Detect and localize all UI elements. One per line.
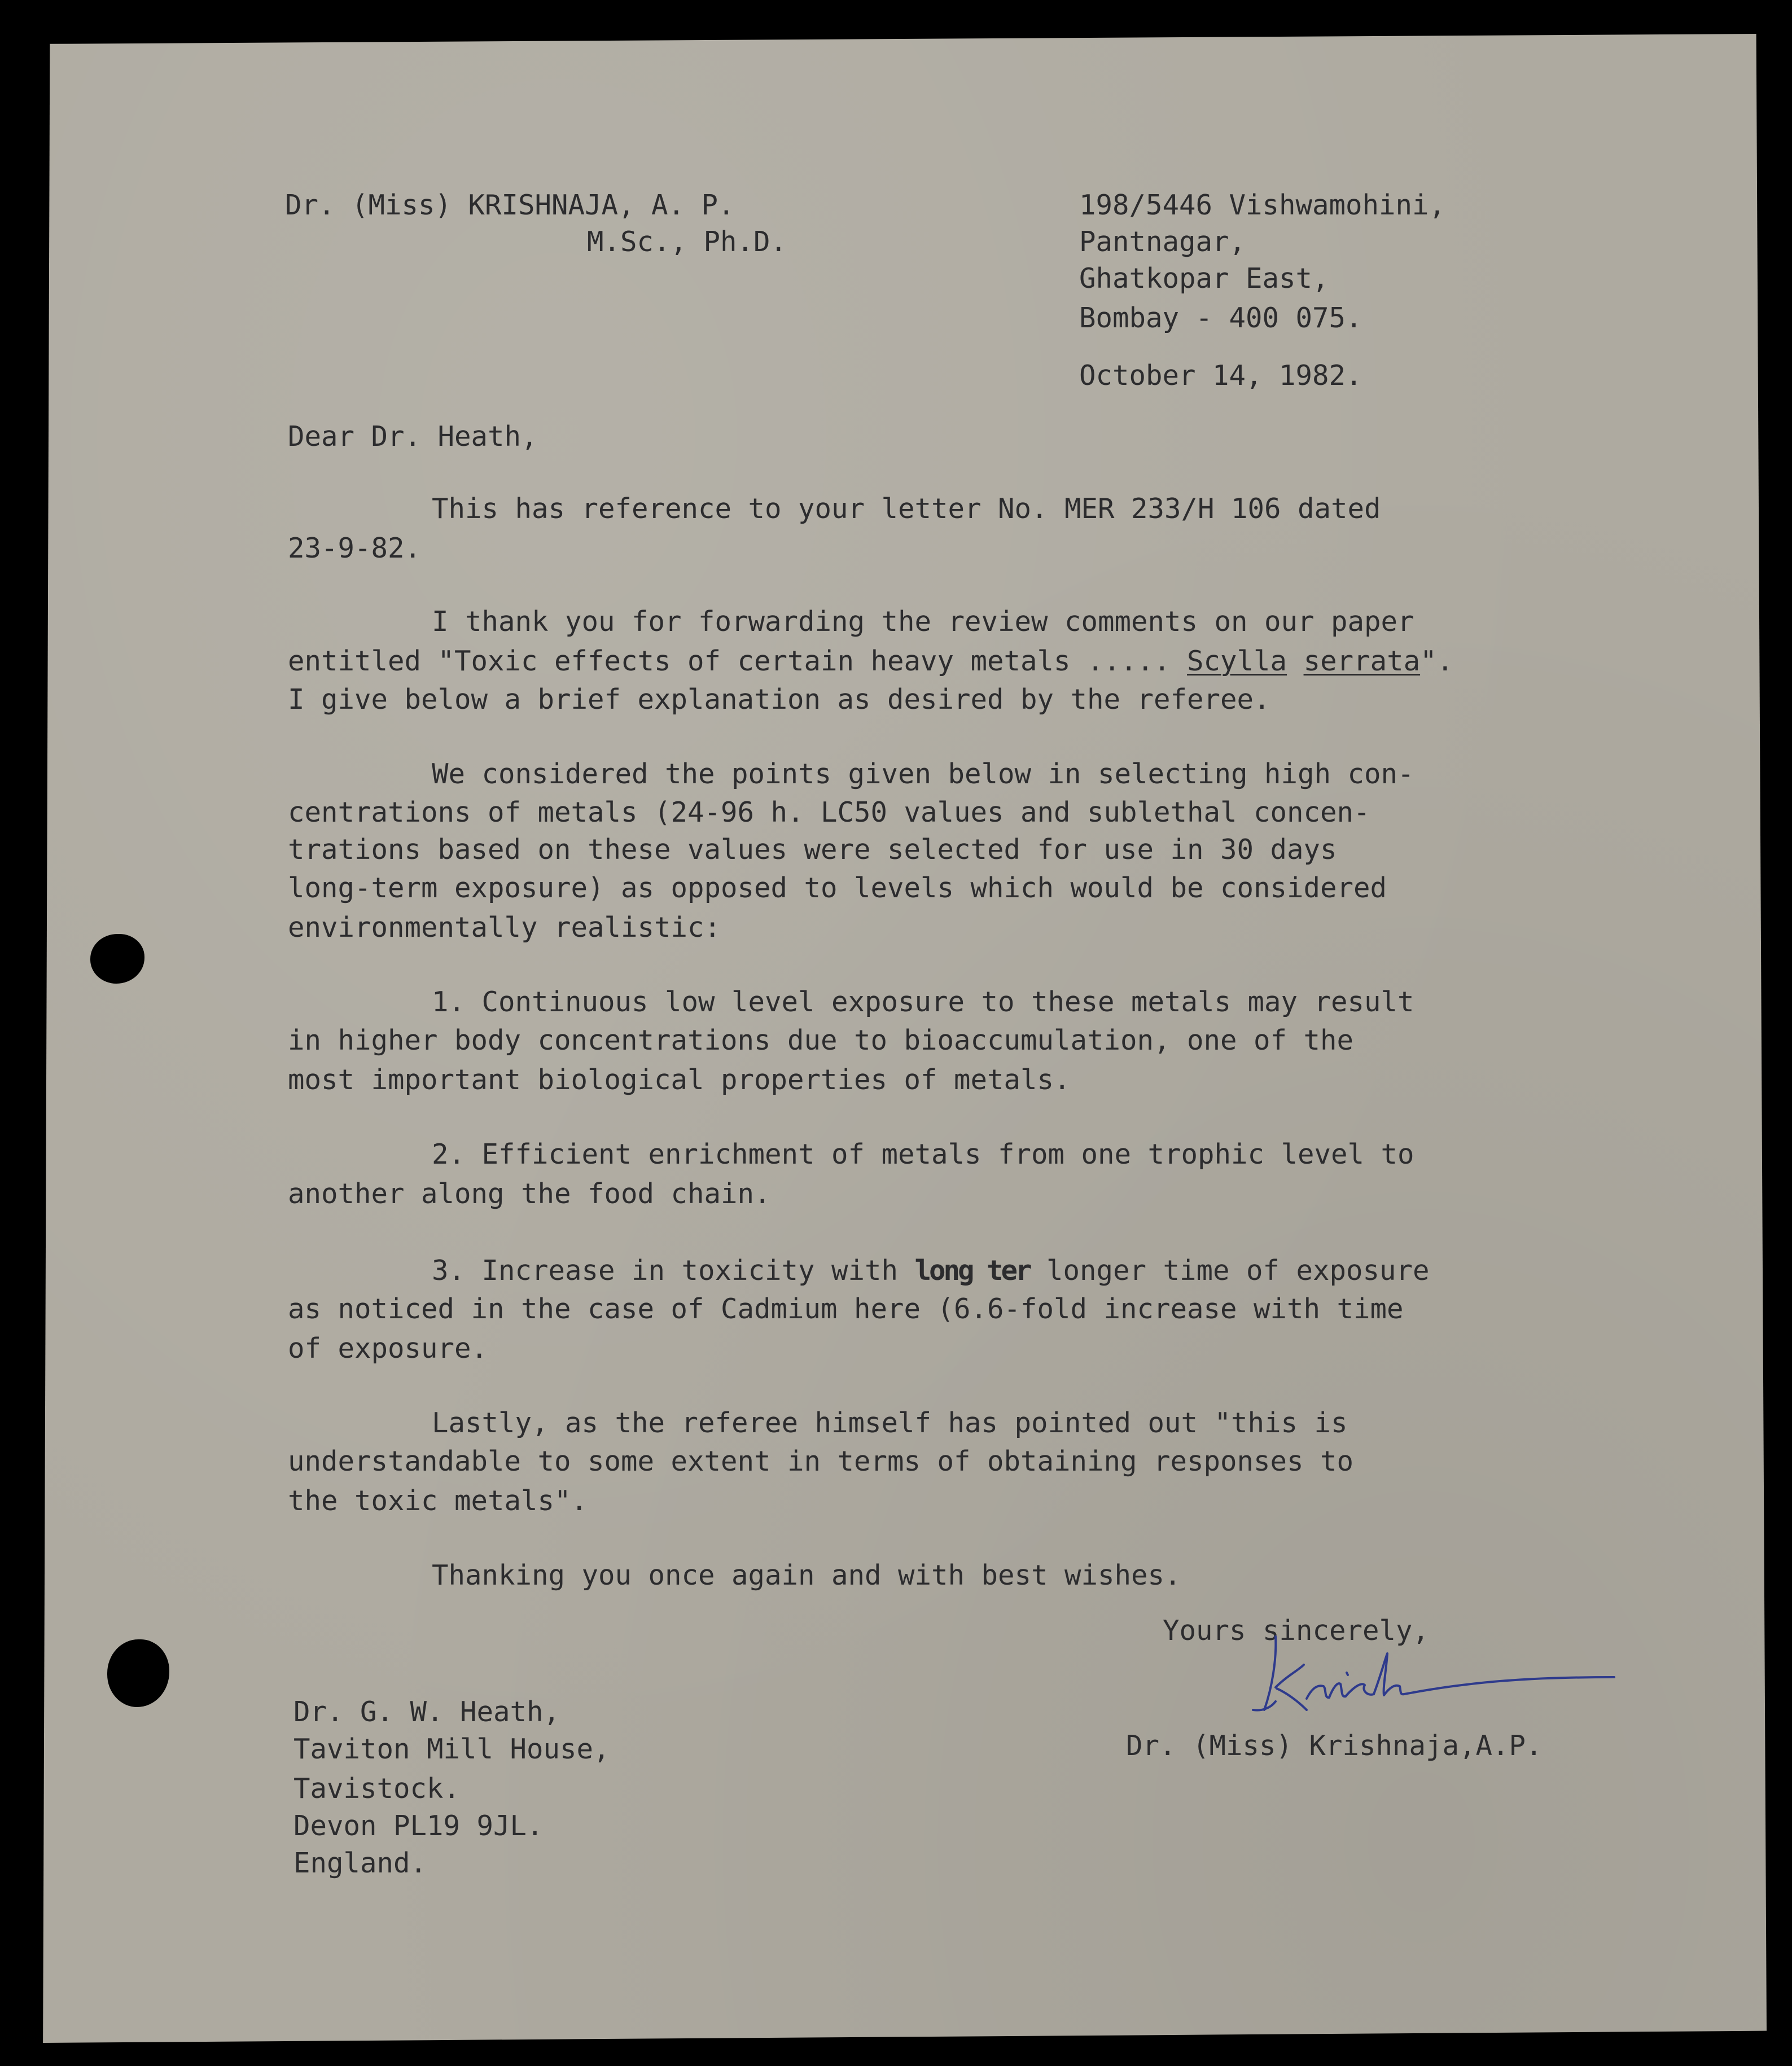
point-2-line-1: 2. Efficient enrichment of metals from one trophic level to (432, 1138, 1414, 1170)
paragraph-1-line-1: This has reference to your letter No. MER 233/H 106 dated (432, 493, 1381, 525)
point-1-line-2: in higher body concentrations due to bioaccumulation, one of the (288, 1024, 1354, 1056)
sender-address-line-2: Pantnagar, (1079, 226, 1246, 258)
recipient-line-4: Devon PL19 9JL. (293, 1810, 544, 1842)
sender-degrees: M.Sc., Ph.D. (587, 226, 787, 258)
point-3-line-3: of exposure. (288, 1332, 488, 1365)
complimentary-close: Yours sincerely, (1163, 1615, 1430, 1647)
sender-address-line-1: 198/5446 Vishwamohini, (1079, 189, 1446, 221)
sender-address-line-3: Ghatkopar East, (1079, 262, 1329, 295)
recipient-line-3: Tavistock. (293, 1773, 461, 1805)
paragraph-2-line-3: I give below a brief explanation as desired by the referee. (288, 683, 1270, 716)
closing-paragraph-line-1: Lastly, as the referee himself has pointed out "this is (432, 1407, 1348, 1439)
recipient-line-2: Taviton Mill House, (293, 1733, 610, 1765)
paragraph-1-line-2: 23-9-82. (288, 532, 422, 564)
paragraph-3-line-4: long-term exposure) as opposed to levels which would be considered (288, 872, 1387, 904)
paragraph-3-line-5: environmentally realistic: (288, 911, 721, 944)
space (1287, 645, 1304, 677)
struck-out-typing: long ter (914, 1254, 1030, 1287)
point-1-line-1: 1. Continuous low level exposure to these metals may result (432, 986, 1414, 1018)
paragraph-2-line-2-end: ". (1420, 645, 1454, 677)
paragraph-3-line-1: We considered the points given below in selecting high con- (432, 758, 1414, 790)
paragraph-2-line-1: I thank you for forwarding the review comments on our paper (432, 606, 1414, 638)
sender-name: Dr. (Miss) KRISHNAJA, A. P. (285, 189, 735, 221)
recipient-line-1: Dr. G. W. Heath, (293, 1696, 560, 1728)
signatory-name: Dr. (Miss) Krishnaja,A.P. (1126, 1730, 1543, 1762)
paragraph-2-line-2-start: entitled "Toxic effects of certain heavy metals ..... (288, 645, 1188, 677)
point-3-line-1 (432, 1252, 1430, 1290)
species-serrata: serrata (1303, 645, 1421, 677)
closing-paragraph-line-2: understandable to some extent in terms of obtaining responses to (288, 1445, 1354, 1477)
point-2-line-2: another along the food chain. (288, 1178, 771, 1210)
letter-date: October 14, 1982. (1079, 359, 1362, 392)
point-3-line-1-end: longer time of exposure (1029, 1254, 1430, 1287)
paragraph-2-line-2 (288, 642, 1453, 681)
genus-scylla: Scylla (1187, 645, 1287, 677)
recipient-line-5: England. (293, 1847, 427, 1879)
handwritten-signature (1213, 1625, 1620, 1727)
paragraph-3-line-2: centrations of metals (24-96 h. LC50 values and sublethal concen- (288, 796, 1370, 828)
point-3-line-1-start: 3. Increase in toxicity with (432, 1254, 915, 1287)
point-3-line-2: as noticed in the case of Cadmium here (6.6-fold increase with time (288, 1293, 1404, 1325)
closing-paragraph-line-3: the toxic metals". (288, 1485, 588, 1517)
paragraph-3-line-3: trations based on these values were selected for use in 30 days (288, 834, 1337, 866)
point-1-line-3: most important biological properties of metals. (288, 1064, 1071, 1096)
sender-address-line-4: Bombay - 400 075. (1079, 302, 1362, 334)
salutation: Dear Dr. Heath, (288, 420, 538, 453)
thanks-line: Thanking you once again and with best wishes. (432, 1559, 1181, 1591)
